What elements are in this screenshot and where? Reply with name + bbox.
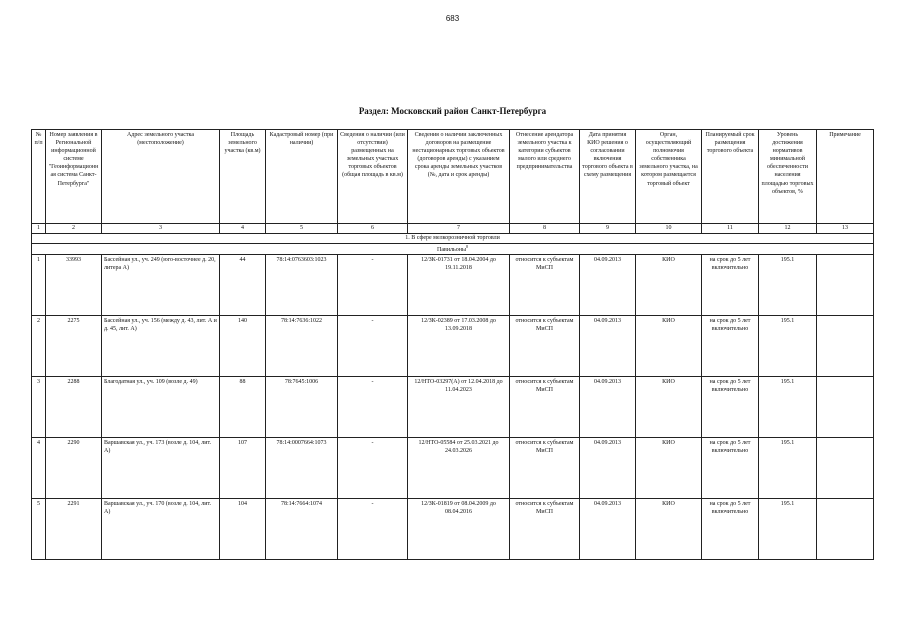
col-header: Планируемый срок размещения торгового объекта [702, 130, 759, 224]
address: Бассейная ул., уч. 249 (юго-восточнее д. 20, литера А) [102, 255, 220, 316]
cadastral-number: 78:7645:1006 [266, 377, 338, 438]
land-area: 88 [220, 377, 266, 438]
provision-level: 195.1 [759, 377, 817, 438]
column-number: 6 [338, 224, 408, 234]
existing-objects: - [338, 316, 408, 377]
approval-date: 04.09.2013 [580, 377, 636, 438]
land-area: 44 [220, 255, 266, 316]
existing-objects: - [338, 255, 408, 316]
col-header: Орган, осуществляющий полномочия собственника земельного участка, на котором размещается торговый объект [636, 130, 702, 224]
subgroup-heading-row [32, 244, 874, 255]
row-number: 1 [32, 255, 46, 316]
table-row [32, 438, 874, 499]
subgroup-mark: 8 [466, 244, 468, 249]
approval-date: 04.09.2013 [580, 499, 636, 560]
col-header: Сведения о наличии (или отсутствии) размещенных на земельных участках торговых объектов (общая площадь в кв.м) [338, 130, 408, 224]
subgroup-heading: Павильоны [436, 247, 466, 253]
application-number: 2275 [46, 316, 102, 377]
cadastral-number: 78:14:7636:1022 [266, 316, 338, 377]
row-number: 4 [32, 438, 46, 499]
column-number: 13 [817, 224, 874, 234]
provision-level: 195.1 [759, 316, 817, 377]
address: Бассейная ул., уч. 156 (между д. 43, лит. А и д. 45, лит. А) [102, 316, 220, 377]
placement-term: на срок до 5 лет включительно [702, 255, 759, 316]
register-table [31, 129, 874, 560]
subgroup-heading-cell [32, 244, 874, 255]
column-number: 4 [220, 224, 266, 234]
approval-date: 04.09.2013 [580, 255, 636, 316]
column-number: 5 [266, 224, 338, 234]
land-area: 104 [220, 499, 266, 560]
col-header: Номер заявления в Региональной информационной системе "Геоинформационная система Санкт-Петербурга" [46, 130, 102, 224]
owner-authority: КИО [636, 499, 702, 560]
contract-info: 12/ЗК-01819 от 08.04.2009 до 08.04.2016 [408, 499, 510, 560]
land-area: 107 [220, 438, 266, 499]
owner-authority: КИО [636, 316, 702, 377]
col-header: Кадастровый номер (при наличии) [266, 130, 338, 224]
column-number: 2 [46, 224, 102, 234]
provision-level: 195.1 [759, 255, 817, 316]
table-row [32, 255, 874, 316]
owner-authority: КИО [636, 255, 702, 316]
sme-status: относится к субъектам МиСП [510, 255, 580, 316]
col-header: Сведения о наличии заключенных договоров на размещение нестационарных торговых объектов (договоров аренды) с указанием срока аренды земельных участков (№, дата и срок аренды) [408, 130, 510, 224]
application-number: 2290 [46, 438, 102, 499]
col-header: Отнесение арендатора земельного участка к категории субъектов малого или среднего предпринимательства [510, 130, 580, 224]
col-header: Дата принятия КИО решения о согласовании включения торгового объекта в схему размещения [580, 130, 636, 224]
header-row [32, 130, 874, 224]
column-number-row [32, 224, 874, 234]
application-number: 33993 [46, 255, 102, 316]
note [817, 499, 874, 560]
col-header: Адрес земельного участка (местоположение) [102, 130, 220, 224]
column-number: 12 [759, 224, 817, 234]
application-number: 2291 [46, 499, 102, 560]
note [817, 316, 874, 377]
column-number: 11 [702, 224, 759, 234]
placement-term: на срок до 5 лет включительно [702, 499, 759, 560]
table-row [32, 499, 874, 560]
note [817, 255, 874, 316]
approval-date: 04.09.2013 [580, 438, 636, 499]
contract-info: 12/НТО-05584 от 25.03.2021 до 24.03.2026 [408, 438, 510, 499]
group-heading-row [32, 234, 874, 244]
application-number: 2288 [46, 377, 102, 438]
col-header: № п/п [32, 130, 46, 224]
group-heading: 1. В сфере мелкорозничной торговли [32, 234, 874, 244]
sme-status: относится к субъектам МиСП [510, 316, 580, 377]
row-number: 5 [32, 499, 46, 560]
row-number: 3 [32, 377, 46, 438]
sme-status: относится к субъектам МиСП [510, 438, 580, 499]
owner-authority: КИО [636, 438, 702, 499]
column-number: 9 [580, 224, 636, 234]
row-number: 2 [32, 316, 46, 377]
column-number: 7 [408, 224, 510, 234]
col-header: Площадь земельного участка (кв.м) [220, 130, 266, 224]
placement-term: на срок до 5 лет включительно [702, 316, 759, 377]
cadastral-number: 78:14:0007664:1073 [266, 438, 338, 499]
table-row [32, 316, 874, 377]
note [817, 377, 874, 438]
section-title: Раздел: Московский район Санкт-Петербурга [358, 106, 547, 116]
cadastral-number: 78:14:7664:1074 [266, 499, 338, 560]
column-number: 10 [636, 224, 702, 234]
approval-date: 04.09.2013 [580, 316, 636, 377]
address: Варшавская ул., уч. 173 (возле д. 104, лит. А) [102, 438, 220, 499]
provision-level: 195.1 [759, 499, 817, 560]
land-area: 140 [220, 316, 266, 377]
note [817, 438, 874, 499]
sme-status: относится к субъектам МиСП [510, 377, 580, 438]
placement-term: на срок до 5 лет включительно [702, 377, 759, 438]
page-number: 683 [445, 14, 460, 23]
contract-info: 12/НТО-03297(А) от 12.04.2018 до 11.04.2023 [408, 377, 510, 438]
cadastral-number: 78:14:0763603:1023 [266, 255, 338, 316]
column-number: 3 [102, 224, 220, 234]
col-header: Уровень достижения нормативов минимальной обеспеченности населения площадью торговых объектов, % [759, 130, 817, 224]
owner-authority: КИО [636, 377, 702, 438]
contract-info: 12/ЗК-01731 от 18.04.2004 до 19.11.2018 [408, 255, 510, 316]
provision-level: 195.1 [759, 438, 817, 499]
col-header: Примечание [817, 130, 874, 224]
address: Варшавская ул., уч. 170 (возле д. 104, лит. А) [102, 499, 220, 560]
address: Благодатная ул., уч. 109 (возле д. 49) [102, 377, 220, 438]
existing-objects: - [338, 377, 408, 438]
table-row [32, 377, 874, 438]
contract-info: 12/ЗК-02389 от 17.03.2008 до 13.09.2018 [408, 316, 510, 377]
existing-objects: - [338, 499, 408, 560]
placement-term: на срок до 5 лет включительно [702, 438, 759, 499]
column-number: 1 [32, 224, 46, 234]
existing-objects: - [338, 438, 408, 499]
column-number: 8 [510, 224, 580, 234]
sme-status: относится к субъектам МиСП [510, 499, 580, 560]
